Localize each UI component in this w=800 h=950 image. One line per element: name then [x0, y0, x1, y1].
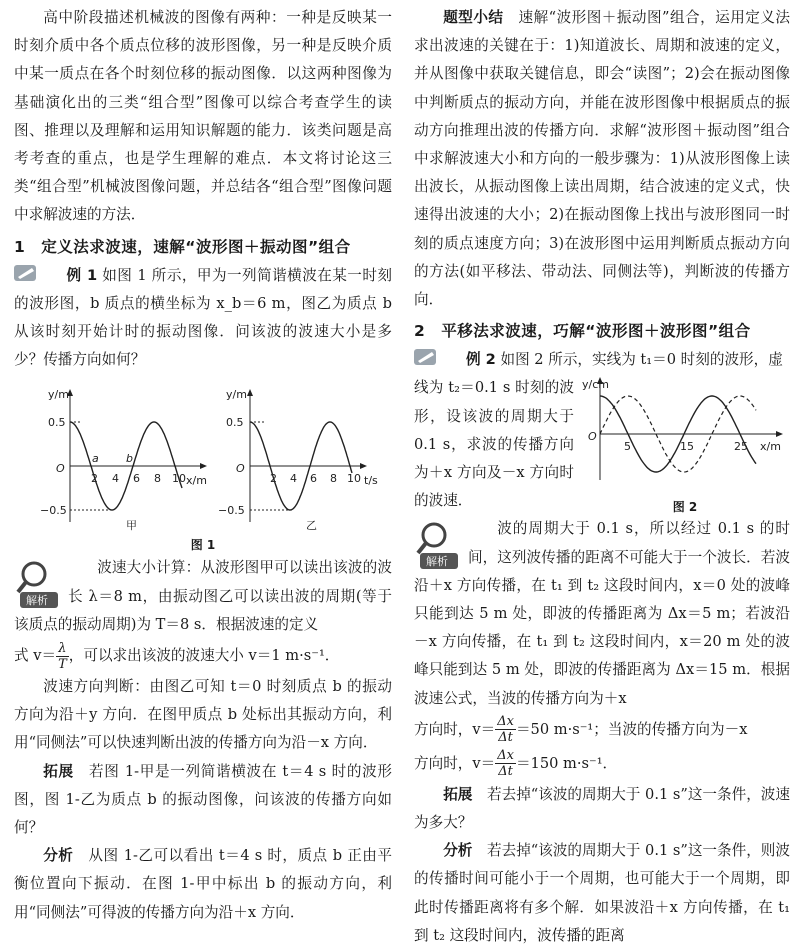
fig1-right-ytop: 0.5 — [226, 416, 244, 430]
example2-row — [414, 374, 790, 515]
fig1-left-point-b: b — [126, 452, 133, 466]
analysis2-block — [414, 515, 790, 780]
example2-label: 例 2 — [466, 351, 496, 369]
fig1-left-ylabel: y/m — [48, 388, 69, 402]
analysis1-label: 解析 — [26, 594, 48, 608]
fig2-origin: O — [588, 430, 597, 444]
figure2-graph — [580, 374, 790, 494]
analysis1-p1: 波速大小计算：从波形图甲可以读出该波的波长 λ＝8 m，由振动图乙可以读出波的周期(等于该质点的振动周期)为 T＝8 s．根据波速的定义 — [14, 559, 392, 633]
right-column — [414, 4, 790, 950]
analysis1-formula — [14, 639, 392, 673]
fig1-left-xlabel: x/m — [186, 474, 207, 488]
f1-prefix: 方向时，v＝ — [414, 720, 496, 738]
fig1-right-tick: 6 — [310, 472, 317, 486]
fig1-right-sub: 乙 — [306, 519, 317, 533]
fig1-right-origin: O — [236, 462, 245, 476]
fig1-left-tick: 6 — [133, 472, 140, 486]
example1-label: 例 1 — [66, 266, 98, 284]
f1-suffix: ＝50 m·s⁻¹；当波的传播方向为－x — [515, 720, 748, 738]
example-pen-icon — [14, 263, 66, 283]
fenxi2-text: 若去掉“该波的周期大于 0.1 s”这一条件，则波的传播时间可能小于一个周期，也可能大于一个周期，即此时传播距离将有多个解．如果波沿＋x 方向传播，在 t₁ 到 t₂ 这段时间内，波传播的距离 — [414, 842, 790, 944]
example1-text: 如图 1 所示，甲为一列简谐横波在某一时刻的波形图，b 质点的横坐标为 x_b＝6 m，图乙为质点 b 从该时刻开始计时的振动图像．问该波的波速大小是多少？传播方向如何？ — [14, 266, 392, 369]
fig2-caption: 图 2 — [672, 500, 698, 515]
formula-fraction — [56, 641, 69, 672]
f1-fraction — [495, 714, 516, 745]
analysis1-p2: 波速方向判断：由图乙可知 t＝0 时刻质点 b 的振动方向为沿＋y 方向．在图甲质点 b 处标出其振动方向，利用“同侧法”可以快速判断出波的传播方向为沿－x 方向． — [14, 678, 392, 752]
fig2-ylabel: y/cm — [582, 378, 609, 392]
formula-prefix: 式 v＝ — [14, 647, 57, 665]
figure2 — [580, 374, 790, 515]
fig1-right-graph — [218, 388, 378, 522]
fig1-left-tick: 8 — [154, 472, 161, 486]
fig1-right-xlabel: t/s — [364, 474, 378, 488]
fig1-left-sub: 甲 — [126, 519, 137, 533]
figure1-graphs — [14, 382, 392, 532]
analysis2-label: 解析 — [426, 555, 448, 569]
left-column — [14, 4, 392, 927]
analysis-magnifier-icon — [14, 558, 62, 610]
fig1-left-point-a: a — [92, 452, 99, 466]
example2-text-line1: 如图 2 所示，实线为 t₁＝0 时刻的波形，虚 — [500, 351, 783, 369]
example-pen-icon — [414, 347, 466, 367]
formula-suffix: ，可以求出该波的波速大小 v＝1 m·s⁻¹． — [68, 647, 340, 665]
formula-den: T — [58, 656, 67, 672]
fig1-left-tick: 2 — [91, 472, 98, 486]
fig1-right-tick: 2 — [270, 472, 277, 486]
f1-den: Δt — [498, 730, 513, 746]
fig1-caption: 图 1 — [190, 538, 216, 553]
extension2-text: 若去掉“该波的周期大于 0.1 s”这一条件，波速为多大？ — [414, 785, 790, 832]
extension1-paragraph — [14, 758, 392, 843]
intro-paragraph: 高中阶段描述机械波的图像有两种：一种是反映某一时刻介质中各个质点位移的波形图像，另一种是反映介质中某一质点在各个时刻位移的振动图像．以这两种图像为基础演化出的三类“组合型”图像可以综合考查学生的读图、推理以及理解和运用知识解题的能力．该类问题是高考考查的重点，也是学生理解的难点．本文将讨论这三类“组合型”机械波图像问题，并总结各“组合型”图像问题中求解波速的方法． — [14, 9, 392, 224]
example2-line1 — [414, 346, 790, 374]
fig1-left-tick: 10 — [172, 472, 186, 486]
extension1-text: 若图 1-甲是一列简谐横波在 t＝4 s 时的波形图，图 1-乙为质点 b 的振动图像，问该波的传播方向如何？ — [14, 762, 392, 837]
analysis-magnifier-icon — [414, 519, 462, 571]
f1-num: Δx — [497, 714, 514, 730]
analysis1-block — [14, 554, 392, 757]
fig2-xlabel: x/m — [760, 440, 781, 454]
fig1-right-tick: 4 — [290, 472, 297, 486]
fig1-right-tick: 8 — [330, 472, 337, 486]
fig1-left-origin: O — [56, 462, 65, 476]
example2-rest: 线为 t₂＝0.1 s 时刻的波形，设该波的周期大于 0.1 s，求波的传播方向为＋x 方向及－x 方向时的波速． — [414, 379, 574, 510]
summary-text: 速解“波形图＋振动图”组合，运用定义法求出波速的关键在于：1)知道波长、周期和波速的定义，并从图像中获取关键信息，即会“读图”；2)会在振动图像中判断质点的振动方向，并能在波形图像中根据质点的振动方向推理出波的传播方向．求解“波形图＋振动图”组合中求解波速大小和方向的一般步骤为：1)从波形图像上读出波长，从振动图像上读出周期，结合波速的定义式，快速得出波速的大小；2)在振动图像上找出与波形图同一时刻的质点速度方向；3)在波形图中运用判断质点振动方向的方法(如平移法、带动法、同侧法等)，判断波的传播方向． — [414, 9, 790, 309]
f2-suffix: ＝150 m·s⁻¹． — [515, 754, 618, 772]
fenxi1-text: 从图 1-乙可以看出 t＝4 s 时，质点 b 正由平衡位置向下振动．在图 1-甲中标出 b 的振动方向，利用“同侧法”可得波的传播方向为沿＋x 方向． — [14, 847, 392, 921]
fenxi1-paragraph — [14, 842, 392, 927]
fenxi2-label: 分析 — [443, 842, 473, 860]
fig1-right-ylabel: y/m — [226, 388, 247, 402]
formula-num: λ — [56, 641, 69, 657]
analysis2-text: 波的周期大于 0.1 s，所以经过 0.1 s 的时间，这列波传播的距离不可能大于一个波长．若波沿＋x 方向传播，在 t₁ 到 t₂ 这段时间内，x＝0 处的波峰只能到达 5 m 处，即波的传播距离为 Δx＝5 m；若波沿－x 方向传播，在 t₁ 到 t₂ 这段时间内，x＝20 m 处的波峰只能到达 5 m 处，即波的传播距离为 Δx＝15 m．根据波速公式，当波的传播方向为＋x — [414, 520, 790, 707]
summary-label: 题型小结 — [443, 9, 504, 26]
f2-prefix: 方向时，v＝ — [414, 754, 496, 772]
fig1-left-graph — [40, 388, 207, 522]
section2-heading: 2 平移法求波速，巧解“波形图＋波形图”组合 — [414, 322, 751, 341]
extension2-label: 拓展 — [443, 785, 473, 803]
analysis2-formula2 — [414, 747, 790, 781]
section1-heading: 1 定义法求波速，速解“波形图＋振动图”组合 — [14, 237, 351, 256]
fig2-tick: 5 — [624, 440, 631, 454]
fig1-left-ybottom: −0.5 — [40, 504, 67, 518]
analysis2-formula1 — [414, 713, 790, 747]
extension1-label: 拓展 — [43, 762, 74, 780]
f2-num: Δx — [497, 748, 514, 764]
figure1 — [14, 382, 392, 554]
fig2-tick: 15 — [680, 440, 694, 454]
fig1-right-tick: 10 — [347, 472, 361, 486]
f2-fraction — [495, 748, 516, 779]
fig2-tick: 25 — [734, 440, 748, 454]
f2-den: Δt — [498, 764, 513, 780]
fig1-right-ybottom: −0.5 — [218, 504, 245, 518]
fenxi2-paragraph — [414, 837, 790, 950]
extension2-paragraph — [414, 781, 790, 837]
fig1-left-ytop: 0.5 — [48, 416, 66, 430]
fig1-left-tick: 4 — [112, 472, 119, 486]
fenxi1-label: 分析 — [43, 847, 74, 865]
example1-paragraph — [14, 262, 392, 375]
summary-paragraph — [414, 4, 790, 314]
